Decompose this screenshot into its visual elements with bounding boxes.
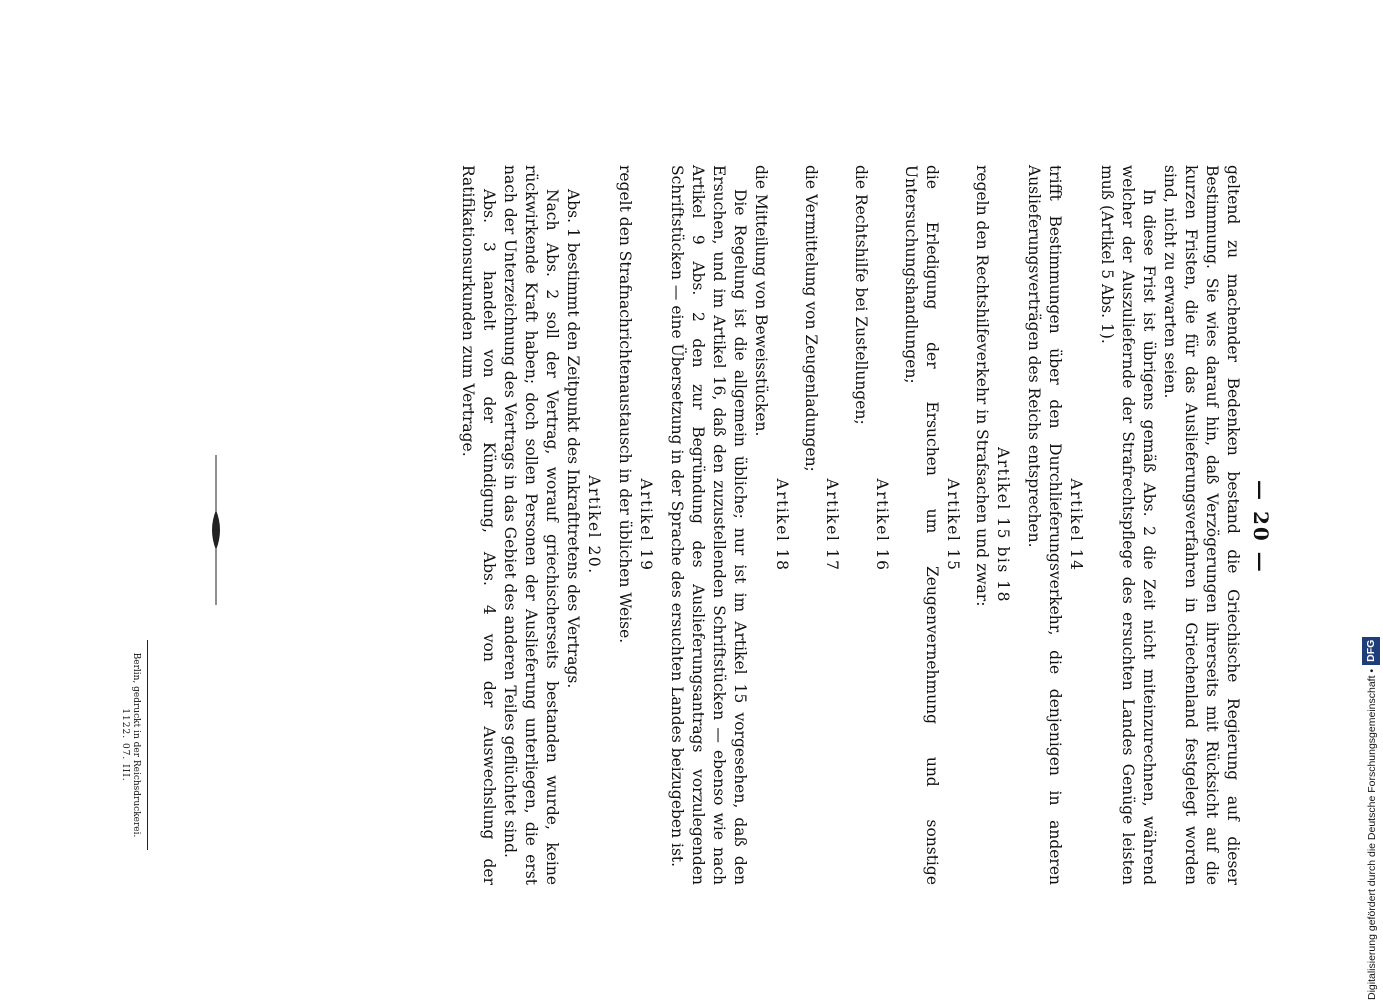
article20-abs1: Abs. 1 bestimmt den Zeitpunkt des Inkrafttretens des Vertrags. <box>564 189 582 689</box>
article16-heading: Artikel 16 <box>873 478 891 572</box>
digitization-credit <box>1360 200 1376 1000</box>
main-text <box>457 165 1243 885</box>
article14-heading: Artikel 14 <box>1067 478 1085 572</box>
ornament-rule-icon <box>209 455 223 605</box>
article15-18-heading: Artikel 15 bis 18 <box>994 447 1012 603</box>
imprint-line1: Berlin, gedruckt in der Reichsdruckerei. <box>131 652 141 838</box>
article16-text: die Rechtshilfe bei Zustellungen; <box>852 165 870 425</box>
article15-18-text: regeln den Rechtshilfeverkehr in Strafsachen und zwar: <box>973 165 991 607</box>
printer-imprint <box>119 640 148 850</box>
article20-heading: Artikel 20. <box>585 475 603 575</box>
article19-text: regelt den Strafnachrichtenaustausch in der üblichen Weise. <box>616 165 634 644</box>
imprint-rule <box>147 640 148 850</box>
article17-heading: Artikel 17 <box>823 478 841 572</box>
article15-text: die Erledigung der Ersuchen um Zeugenvernehmung und sonstige Untersuchungshandlungen; <box>902 165 941 885</box>
credit-text: Digitalisierung gefördert durch die Deutsche Forschungsgemeinschaft • <box>1366 668 1378 1000</box>
article14-text: trifft Bestimmungen über den Durchlieferungsverkehr, die denjenigen in anderen Auslieferungsverträgen des Reichs entsprechen. <box>1025 165 1064 885</box>
article18-text: die Mitteilung von Beweisstücken. <box>752 165 770 437</box>
article18-heading: Artikel 18 <box>773 478 791 572</box>
dfg-logo-icon: DFG <box>1362 637 1380 665</box>
article19-heading: Artikel 19 <box>637 478 655 572</box>
article15-heading: Artikel 15 <box>944 478 962 572</box>
imprint-line2: 1122. 07. III. <box>120 708 130 782</box>
paragraph-continuation: geltend zu machender Bedenken bestand die Griechische Regierung auf dieser Bestimmung. Sie wies darauf hin, daß Verzögerungen ihrerseits mit Rücksicht auf die kurzen Fristen, die für das Auslieferungsverfahren in Griechenland festgelegt worden sind, nicht zu erwarten seien. <box>1161 165 1242 885</box>
page-number: — 20 — <box>1249 480 1273 574</box>
article18-note: Die Regelung ist die allgemein übliche; nur ist im Artikel 15 vorgesehen, daß den Ersuchen, und im Artikel 16, daß den zuzustellenden Schriftstücken — ebenso wie nach Artikel 9 Abs. 2 den zur Begründung des Auslieferungsantrags vorzulegenden Schriftstücken — eine Übersetzung in der Sprache des ersuchten Landes beizugeben ist. <box>668 165 749 885</box>
article20-abs3: Abs. 3 handelt von der Kündigung, Abs. 4 von der Auswechslung der Ratifikationsurkunden zum Vertrage. <box>459 165 498 885</box>
paragraph-deadline: In diese Frist ist übrigens gemäß Abs. 2 die Zeit nicht miteinzurechnen, während welcher der Auszuliefernde der Strafrechtspflege des ersuchten Landes Genüge leisten muß (Artikel 5 Abs. 1). <box>1098 165 1158 885</box>
article17-text: die Vermittelung von Zeugenladungen; <box>802 165 820 472</box>
article20-abs2: Nach Abs. 2 soll der Vertrag, worauf griechischerseits bestanden wurde, keine rückwirkende Kraft haben; doch sollen Personen der Auslieferung unterliegen, die erst nach der Unterzeichnung des Vertrags in das Gebiet des anderen Teiles geflüchtet sind. <box>501 165 561 885</box>
